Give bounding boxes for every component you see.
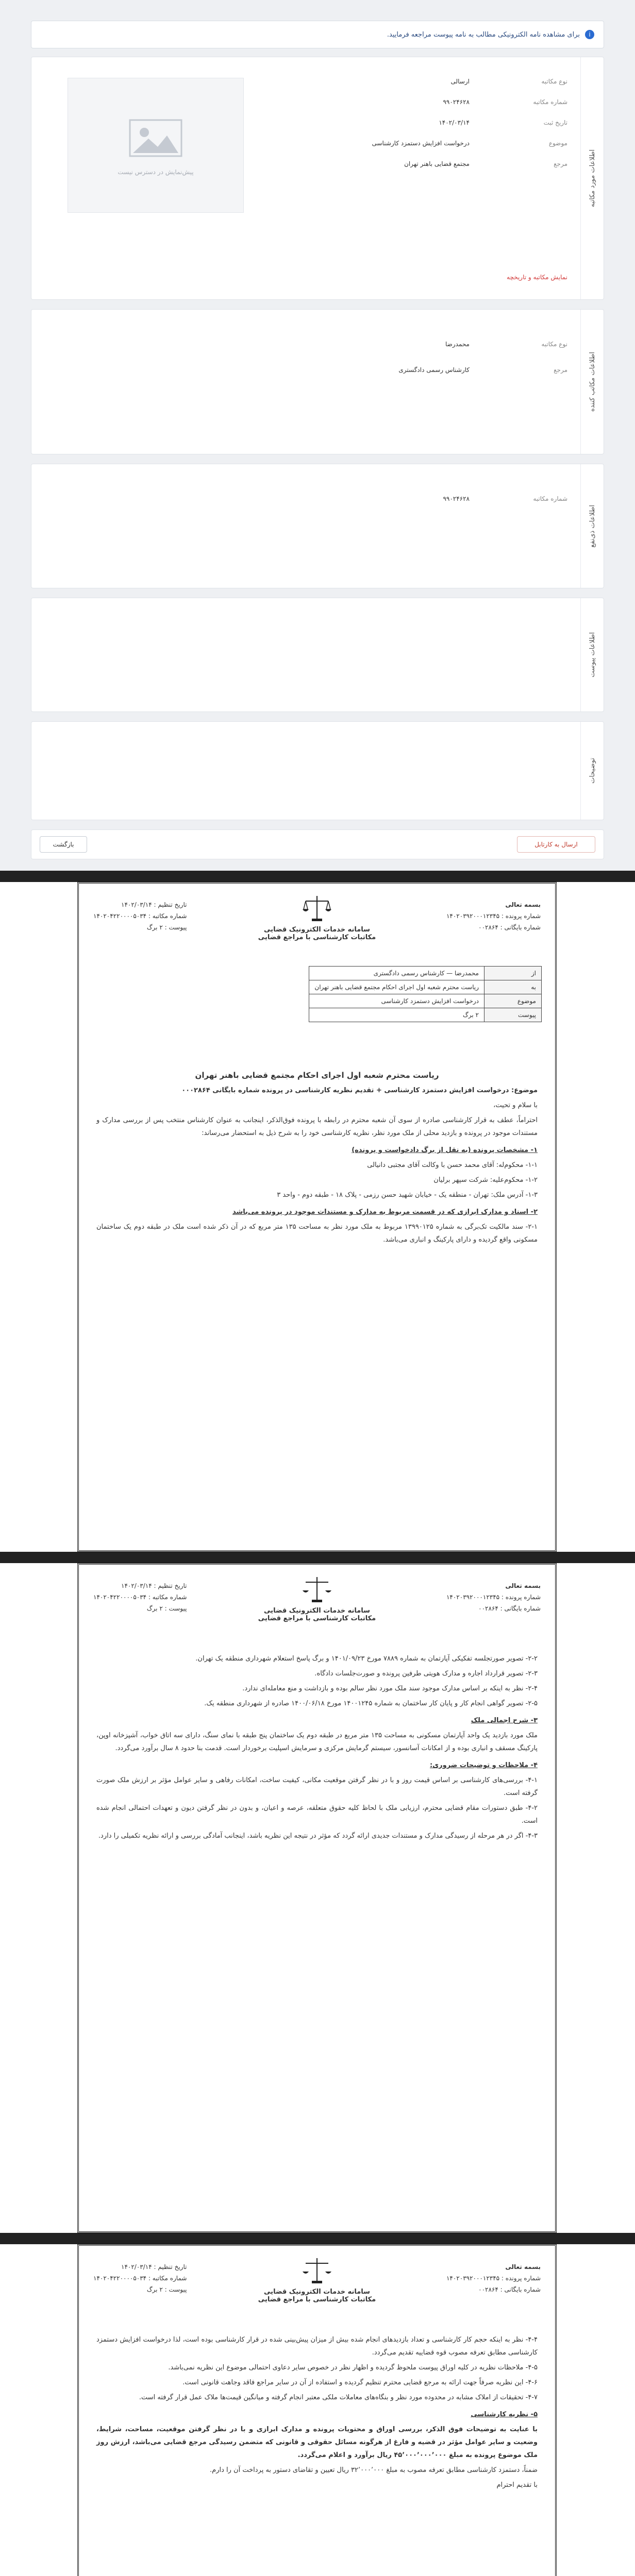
page-3-body: ۴-۴- نظر به اینکه حجم کار کارشناسی و تعداد بازدیدهای انجام شده بیش از میزان پیش‌بینی شده در قرار کارشناسی بوده است، لذا درخواست افزایش دستمزد کارشناسی مطابق تعرفه مصوب قوه قضاییه تقدیم می‌گردد. ۴-۵- ملاحظات نظریه در کلیه اوراق پیوست ملحوظ گردیده و اظهار نظر در خصوص سایر دعاوی احتمالی موضوع این نظریه نمی‌باشد. ۴-۶- این نظریه صرفاً جهت ارائه به مرجع قضایی محترم تنظیم گردیده و استفاده از آن در سایر مراجع فاقد وجاهت قانونی است. ۴-۷- تحقیقات از املاک مشابه در محدوده مورد نظر و بنگاه‌های معاملات ملکی معتبر انجام گرفته و میانگین قیمت‌ها ملاک عمل قرار گرفته است. ۵- نظریه کارشناسی با عنایت به توضیحات فوق الذکر، بررسی اوراق و محتویات پرونده و مدارک ابرازی و با در نظر گرفتن موقعیت، مساحت، شرایط، وضعیت و سایر عوامل مؤثر در قضیه و فارغ از هرگونه مسائل حقوقی و قانونی که متضمن رسیدگی مرجع قضایی می‌باشد، ارزش روز ملک موضوع پرونده به مبلغ ۴۵٬۰۰۰٬۰۰۰٬۰۰۰ ریال برآورد و اعلام می‌گردد. ضمناً، دستمزد کارشناسی مطابق تعرفه مصوب به مبلغ ۳۲٬۰۰۰٬۰۰۰ ریال تعیین و تقاضای دستور به پرداخت آن را دارم. با تقدیم احترام <box>96 2336 538 2489</box>
action-bar <box>31 829 604 859</box>
back-button[interactable]: بازگشت <box>40 836 87 853</box>
attachment-preview[interactable] <box>68 78 244 213</box>
preview-placeholder: پیش‌نمایش در دسترس نیست <box>118 168 194 176</box>
justice-scale-icon <box>302 894 332 923</box>
justice-scale-icon <box>302 2256 332 2285</box>
document-page-2: بسمه تعالی شماره پرونده : ۱۴۰۲۰۳۹۲۰۰۰۱۲۳۴۵ شماره بایگانی : ۰۰۲۸۶۴ سامانه خدمات الکترونیک قضایی مکاتبات کارشناسی با مراجع قضایی تاریخ تنظیم : ۱۴۰۲/۰۳/۱۴ شماره مکاتبه : ۱۴۰۲۰۴۲۲۰۰۰۰۵۰۳۴ پیوست : ۲ برگ ۲-۲- تصویر صورتجلسه تفکیکی آپارتمان به شماره ۷۸۸۹ مورخ ۱۴۰۱/۰۹/۲۳ و برگ پاسخ استعلام شهرداری منطقه یک تهران. ۲-۳- تصویر قرارداد اجاره و مدارک هویتی طرفین پرونده و صورت‌جلسات دادگاه. ۲-۴- نظر به اینکه بر اساس مدارک موجود سند ملک مورد نظر سالم بوده و بازداشت و منع معامله‌ای ندارد. ۲-۵- تصویر گواهی انجام کار و پایان کار ساختمان به شماره ۱۴۰۰۱۲۴۵ مورخ ۱۴۰۰/۰۶/۱۸ صادره از شهرداری منطقه یک. ۳- شرح اجمالی ملک ملک مورد بازدید یک واحد آپارتمان مسکونی به مساحت ۱۳۵ متر مربع در طبقه دوم یک ساختمان پنج طبقه با نمای سنگ، دارای سه اتاق خواب، آشپزخانه اوپن، پارکینگ مسقف و انباری بوده و از امکانات آسانسور، سیستم گرمایش مرکزی و سرمایش اسپلیت برخوردار است. قدمت بنا حدود ۸ سال برآورد می‌گردد. ۴- ملاحظات و توضیحات ضروری: ۴-۱- بررسی‌های کارشناسی بر اساس قیمت روز و با در نظر گرفتن موقعیت مکانی، کیفیت ساخت، امکانات رفاهی و سایر عوامل مؤثر بر ارزش ملک صورت گرفته است. ۴-۲- طبق دستورات مقام قضایی محترم، ارزیابی ملک با لحاظ کلیه حقوق متعلقه، عرصه و اعیان، و بدون در نظر گرفتن دیون و تعهدات احتمالی انجام شده است. ۴-۳- اگر در هر مرحله از رسیدگی مدارک و مستندات جدیدی ارائه گردد که مؤثر در نتیجه این نظریه باشد، اینجانب آمادگی بررسی و ارائه نظریه تکمیلی را دارد. <box>77 1563 557 2233</box>
page-separator <box>0 2233 635 2244</box>
page-emblem: سامانه خدمات الکترونیک قضایی مکاتبات کارشناسی با مراجع قضایی <box>79 894 555 941</box>
notice-bar <box>31 21 604 48</box>
justice-scale-icon <box>302 1575 332 1604</box>
app-panel <box>0 0 635 871</box>
sender-info-card: اطلاعات مکاتب کننده نوع مکاتبه محمدرضا مرجع کارشناس رسمی دادگستری <box>31 309 604 454</box>
letter-info-table: از محمدرضا — کارشناس رسمی دادگستری به ریاست محترم شعبه اول اجرای احکام مجتمع قضایی باهنر تهران موضوع درخواست افزایش دستمزد کارشناسی پیوست ۲ برگ <box>309 966 542 1022</box>
page-separator <box>0 871 635 882</box>
document-image-icon <box>125 115 187 161</box>
letter-info-card: اطلاعات مورد مکاتبه پیش‌نمایش در دسترس نیست نوع مکاتبه ارسالی شماره مکاتبه ۹۹۰۲۴۶۲۸ تاریخ ثبت ۱۴۰۲/۰۳/۱۴ موضوع درخواست افزایش دستمزد کارشناسی مرجع مجتمع قضایی باهنر تهران نمایش مکاتبه و تاریخچه <box>31 57 604 300</box>
receiver-info-card: اطلاعات ذی‌نفع شماره مکاتبه ۹۹۰۲۴۶۲۸ <box>31 464 604 588</box>
page-meta-right: بسمه تعالی شماره پرونده : ۱۴۰۲۰۳۹۲۰۰۰۱۲۳۴۵ شماره بایگانی : ۰۰۲۸۶۴ <box>446 901 541 931</box>
page-2-body: ۲-۲- تصویر صورتجلسه تفکیکی آپارتمان به شماره ۷۸۸۹ مورخ ۱۴۰۱/۰۹/۲۳ و برگ پاسخ استعلام شهرداری منطقه یک تهران. ۲-۳- تصویر قرارداد اجاره و مدارک هویتی طرفین پرونده و صورت‌جلسات دادگاه. ۲-۴- نظر به اینکه بر اساس مدارک موجود سند ملک مورد نظر سالم بوده و بازداشت و منع معامله‌ای ندارد. ۲-۵- تصویر گواهی انجام کار و پایان کار ساختمان به شماره ۱۴۰۰۱۲۴۵ مورخ ۱۴۰۰/۰۶/۱۸ صادره از شهرداری منطقه یک. ۳- شرح اجمالی ملک ملک مورد بازدید یک واحد آپارتمان مسکونی به مساحت ۱۳۵ متر مربع در طبقه دوم یک ساختمان پنج طبقه با نمای سنگ، دارای سه اتاق خواب، آشپزخانه اوپن، پارکینگ مسقف و انباری بوده و از امکانات آسانسور، سیستم گرمایش مرکزی و سرمایش اسپلیت برخوردار است. قدمت بنا حدود ۸ سال برآورد می‌گردد. ۴- ملاحظات و توضیحات ضروری: ۴-۱- بررسی‌های کارشناسی بر اساس قیمت روز و با در نظر گرفتن موقعیت مکانی، کیفیت ساخت، امکانات رفاهی و سایر عوامل مؤثر بر ارزش ملک صورت گرفته است. ۴-۲- طبق دستورات مقام قضایی محترم، ارزیابی ملک با لحاظ کلیه حقوق متعلقه، عرصه و اعیان، و بدون در نظر گرفتن دیون و تعهدات احتمالی انجام شده است. ۴-۳- اگر در هر مرحله از رسیدگی مدارک و مستندات جدیدی ارائه گردد که مؤثر در نتیجه این نظریه باشد، اینجانب آمادگی بررسی و ارائه نظریه تکمیلی را دارد. <box>96 1655 538 1840</box>
description-card: توضیحات <box>31 721 604 820</box>
document-page-3: بسمه تعالی شماره پرونده : ۱۴۰۲۰۳۹۲۰۰۰۱۲۳۴۵ شماره بایگانی : ۰۰۲۸۶۴ سامانه خدمات الکترونیک قضایی مکاتبات کارشناسی با مراجع قضایی تاریخ تنظیم : ۱۴۰۲/۰۳/۱۴ شماره مکاتبه : ۱۴۰۲۰۴۲۲۰۰۰۰۵۰۳۴ پیوست : ۲ برگ ۴-۴- نظر به اینکه حجم کار کارشناسی و تعداد بازدیدهای انجام شده بیش از میزان پیش‌بینی شده در قرار کارشناسی بوده است، لذا درخواست افزایش دستمزد کارشناسی مطابق تعرفه مصوب قوه قضاییه تقدیم می‌گردد. ۴-۵- ملاحظات نظریه در کلیه اوراق پیوست ملحوظ گردیده و اظهار نظر در خصوص سایر دعاوی احتمالی موضوع این نظریه نمی‌باشد. ۴-۶- این نظریه صرفاً جهت ارائه به مرجع قضایی محترم تنظیم گردیده و استفاده از آن در سایر مراجع فاقد وجاهت قانونی است. ۴-۷- تحقیقات از املاک مشابه در محدوده مورد نظر و بنگاه‌های معاملات ملکی معتبر انجام گرفته و میانگین قیمت‌ها ملاک عمل قرار گرفته است. ۵- نظریه کارشناسی با عنایت به توضیحات فوق الذکر، بررسی اوراق و محتویات پرونده و مدارک ابرازی و با در نظر گرفتن موقعیت، مساحت، شرایط، وضعیت و سایر عوامل مؤثر در قضیه و فارغ از هرگونه مسائل حقوقی و قانونی که متضمن رسیدگی مرجع قضایی می‌باشد، ارزش روز ملک موضوع پرونده به مبلغ ۴۵٬۰۰۰٬۰۰۰٬۰۰۰ ریال برآورد و اعلام می‌گردد. ضمناً، دستمزد کارشناسی مطابق تعرفه مصوب به مبلغ ۳۲٬۰۰۰٬۰۰۰ ریال تعیین و تقاضای دستور به پرداخت آن را دارم. با تقدیم احترام <box>77 2244 557 2576</box>
notice-text: برای مشاهده نامه الکترونیکی مطالب به نامه پیوست مراجعه فرمایید. <box>387 30 580 39</box>
page-meta-left: تاریخ تنظیم : ۱۴۰۲/۰۳/۱۴ شماره مکاتبه : ۱۴۰۲۰۴۲۲۰۰۰۰۵۰۳۴ پیوست : ۲ برگ <box>93 901 187 931</box>
info-icon: i <box>585 30 594 39</box>
page-1-body: ریاست محترم شعبه اول اجرای احکام مجتمع قضایی باهنر تهران موضوع: درخواست افزایش دستمزد کارشناسی + تقدیم نظریه کارشناسی در پرونده شماره بایگانی ۰۰۰۲۸۶۴ با سلام و تحیت، احتراماً، عطف به قرار کارشناسی صادره از سوی آن شعبه محترم در رابطه با پرونده فوق‌الذکر، اینجانب به عنوان کارشناس منتخب پس از بررسی مدارک و مستندات موجود در پرونده و بازدید محلی از ملک مورد نظر، نظریه کارشناسی خود را به شرح ذیل به استحضار می‌رساند: ۱- مشخصات پرونده (به نقل از برگ دادخواست و پرونده) ۱-۱- محکوم‌له: آقای محمد حسن با وکالت آقای مجتبی دانیالی ۱-۲- محکوم‌علیه: شرکت سپهر برلیان ۱-۳- آدرس ملک: تهران - منطقه یک - خیابان شهید حسن رزمی - پلاک ۱۸ - طبقه دوم - واحد ۳ ۲- اسناد و مدارک ابرازی که در قسمت مربوط به مدارک و مستندات موجود در پرونده می‌باشد ۲-۱- سند مالکیت تک‌برگی به شماره ۱۳۹۹۰۱۲۵ مربوط به ملک مورد نظر به مساحت ۱۳۵ متر مربع که در آن ذکر شده است ملک در طبقه دوم یک ساختمان مسکونی واقع گردیده و دارای پارکینگ و انباری می‌باشد. <box>96 1071 538 1244</box>
document-page-1 <box>77 882 557 1552</box>
attachments-card: اطلاعات پیوست <box>31 598 604 712</box>
send-to-inbox-button[interactable]: ارسال به کارتابل <box>517 836 595 853</box>
page-separator <box>0 1552 635 1563</box>
section-title: اطلاعات مورد مکاتبه <box>588 149 596 208</box>
history-link[interactable]: نمایش مکاتبه و تاریخچه <box>507 274 567 281</box>
